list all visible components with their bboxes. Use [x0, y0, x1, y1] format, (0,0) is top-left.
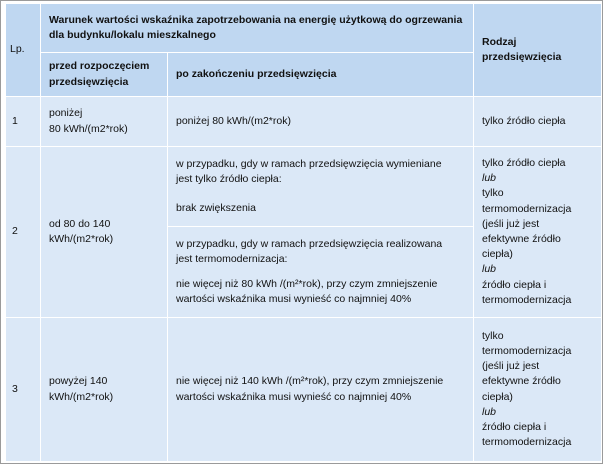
after-case-a-line-2: jest tylko źródło ciepła:: [176, 172, 282, 185]
type-line: efektywne źródło: [482, 233, 561, 245]
row-3-type: [474, 318, 602, 462]
column-header-condition: [41, 4, 474, 53]
column-header-after: [168, 53, 474, 97]
type-line: termomodernizacja: [482, 344, 572, 357]
before-value-line-2: kWh/(m2*rok): [49, 390, 114, 403]
type-line-or: lub: [482, 405, 497, 418]
type-header-line-2: przedsięwzięcia: [482, 51, 562, 63]
table-row: [6, 147, 602, 227]
lp-value: 3: [12, 382, 18, 395]
row-1-type: [474, 97, 602, 147]
row-2-type: [474, 147, 602, 318]
before-value-line-1: od 80 do 140: [49, 217, 111, 230]
row-3-before: [41, 318, 168, 462]
energy-requirement-table: [5, 3, 602, 462]
after-case-b-value-line-2: wartości wskaźnika musi wynieść co najmniej 40%: [176, 293, 412, 306]
before-header-line-1: przed rozpoczęciem: [49, 60, 150, 73]
row-3-after: [168, 318, 474, 462]
column-header-before: [41, 53, 168, 97]
row-2-after-source-only: [168, 147, 474, 227]
type-line: ciepła): [482, 390, 513, 403]
column-header-lp: [6, 4, 41, 97]
type-line: efektywne źródło: [482, 375, 561, 388]
row-3-lp: [6, 318, 41, 462]
type-line: termomodernizacja: [482, 436, 572, 449]
before-header-line-2: przedsięwzięcia: [49, 75, 129, 88]
condition-header-line-1: Warunek wartości wskaźnika zapotrzebowania na energię użytkową do ogrzewania: [49, 13, 463, 26]
row-1-lp: [6, 97, 41, 147]
after-value: poniżej 80 kWh/(m2*rok): [176, 114, 291, 127]
lp-header-label: Lp.: [10, 43, 25, 56]
after-header-label: po zakończeniu przedsięwzięcia: [176, 67, 337, 80]
row-2-lp: [6, 147, 41, 318]
after-value-line-2: wartości wskaźnika musi wynieść co najmniej 40%: [176, 390, 412, 403]
type-line: tylko: [482, 329, 504, 342]
table-header-row: [6, 4, 602, 53]
after-case-b-line-2: jest termomodernizacja:: [176, 252, 288, 265]
after-case-a-value: brak zwiększenia: [176, 202, 256, 215]
after-case-b-value-line-1: nie więcej niż 80 kWh /(m²*rok), przy czym zmniejszenie: [176, 278, 438, 290]
type-line: ciepła): [482, 248, 513, 261]
table-row: [6, 318, 602, 462]
type-line: (jeśli już jest: [482, 217, 540, 230]
condition-header-line-2: dla budynku/lokalu mieszkalnego: [49, 29, 216, 41]
type-line: tylko źródło ciepła: [482, 156, 566, 169]
type-value: tylko źródło ciepła: [482, 114, 566, 127]
type-line-or: lub: [482, 172, 497, 185]
type-line-or: lub: [482, 263, 497, 276]
row-2-before: [41, 147, 168, 318]
after-value-line-1: nie więcej niż 140 kWh /(m²*rok), przy czym zmniejszenie: [176, 375, 444, 388]
before-value-line-2: kWh/(m2*rok): [49, 233, 114, 245]
lp-value: 2: [12, 225, 18, 238]
table-row: [6, 97, 602, 147]
type-line: termomodernizacja: [482, 293, 572, 306]
type-line: źródło ciepła i: [482, 420, 547, 433]
after-case-b-line-1: w przypadku, gdy w ramach przedsięwzięcia realizowana: [176, 237, 443, 250]
type-line: (jeśli już jest: [482, 360, 540, 373]
type-line: termomodernizacja: [482, 202, 572, 215]
type-line: tylko: [482, 187, 504, 200]
row-2-after-thermomodernization: [168, 227, 474, 318]
column-header-type: [474, 4, 602, 97]
row-1-before: [41, 97, 168, 147]
after-case-a-line-1: w przypadku, gdy w ramach przedsięwzięcia wymieniane: [176, 157, 442, 170]
lp-value: 1: [12, 114, 18, 127]
type-header-line-1: Rodzaj: [482, 35, 517, 48]
before-value-line-1: powyżej 140: [49, 375, 108, 388]
type-line: źródło ciepła i: [482, 278, 547, 291]
before-value-line-2: 80 kWh/(m2*rok): [49, 122, 128, 135]
before-value-line-1: poniżej: [49, 107, 83, 120]
row-1-after: [168, 97, 474, 147]
